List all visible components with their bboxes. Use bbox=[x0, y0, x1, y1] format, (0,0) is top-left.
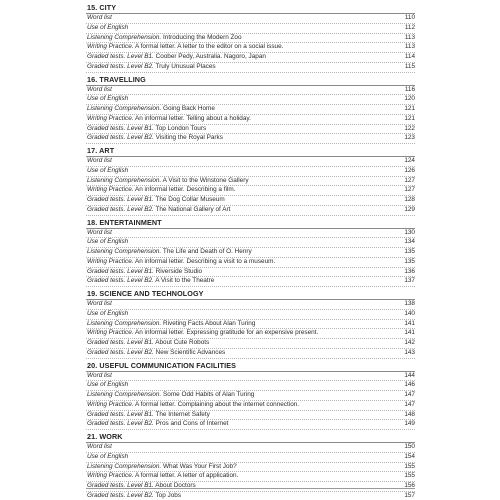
toc-entry[interactable] bbox=[86, 63, 415, 73]
toc-entry[interactable] bbox=[86, 248, 415, 258]
entry-kind: Word list bbox=[87, 371, 112, 379]
entry-kind: Writing Practice. bbox=[87, 472, 134, 480]
entry-text: Top Jobs bbox=[153, 491, 182, 499]
page-number: 121 bbox=[404, 105, 415, 112]
page-number: 113 bbox=[404, 43, 415, 51]
toc-section-entertainment bbox=[86, 218, 415, 288]
entry-kind: Graded tests. Level B2. bbox=[87, 205, 154, 213]
page-number: 113 bbox=[404, 33, 415, 41]
toc-entry[interactable] bbox=[86, 463, 415, 473]
page-number: 147 bbox=[404, 400, 415, 408]
entry-kind: Graded tests. Level B2. bbox=[87, 348, 154, 356]
page-number: 127 bbox=[404, 176, 415, 184]
page-number: 150 bbox=[404, 443, 415, 450]
toc-section-city bbox=[86, 3, 415, 73]
toc-entry[interactable] bbox=[86, 329, 415, 339]
entry-label bbox=[86, 453, 400, 462]
entry-text: A formal letter. Complaining about the internet connection. bbox=[133, 400, 300, 408]
entry-text: A formal letter. A letter of application. bbox=[133, 472, 239, 480]
page-number: 134 bbox=[404, 238, 415, 246]
entry-label bbox=[86, 115, 400, 124]
entry-label bbox=[86, 206, 400, 215]
section-title: 15. CITY bbox=[86, 3, 415, 14]
page-number: 135 bbox=[404, 248, 415, 255]
toc-entry[interactable] bbox=[86, 24, 415, 34]
page-number: 148 bbox=[404, 410, 415, 418]
entry-label bbox=[86, 349, 400, 358]
entry-label bbox=[86, 34, 401, 43]
page-number: 149 bbox=[404, 420, 415, 428]
entry-label bbox=[86, 372, 400, 381]
entry-label bbox=[86, 167, 400, 176]
section-title: 16. TRAVELLING bbox=[86, 75, 415, 86]
section-title: 21. WORK bbox=[86, 432, 415, 443]
entry-kind: Graded tests. Level B1. bbox=[87, 410, 154, 418]
toc-entry[interactable] bbox=[86, 105, 415, 115]
entry-kind: Use of English bbox=[87, 309, 129, 317]
entry-label bbox=[86, 177, 400, 186]
toc-section-travelling bbox=[86, 75, 415, 145]
page-number: 129 bbox=[404, 205, 415, 213]
entry-text: Some Odd Habits of Alan Turing bbox=[161, 391, 255, 398]
entry-label bbox=[86, 53, 401, 62]
page-number: 135 bbox=[404, 257, 415, 265]
entry-label bbox=[86, 443, 400, 452]
toc-entry[interactable] bbox=[86, 125, 415, 135]
entry-kind: Writing Practice. bbox=[87, 43, 134, 51]
page-number: 120 bbox=[404, 95, 415, 103]
entry-text: An informal letter. Describing a visit to a museum. bbox=[133, 257, 276, 265]
toc-entry[interactable] bbox=[86, 229, 415, 239]
entry-text: The Life and Death of O. Henry bbox=[161, 248, 252, 255]
entry-label bbox=[86, 196, 400, 205]
page-number: 123 bbox=[404, 134, 415, 142]
page-number: 115 bbox=[404, 62, 415, 70]
entry-text: The Dog Collar Museum bbox=[153, 196, 225, 203]
page-number: 155 bbox=[404, 462, 415, 470]
entry-label bbox=[86, 248, 400, 257]
entry-kind: Listening Comprehension. bbox=[87, 176, 162, 184]
entry-kind: Use of English bbox=[87, 166, 129, 174]
entry-label bbox=[86, 24, 401, 33]
entry-kind: Writing Practice. bbox=[87, 186, 134, 194]
entry-text: An informal letter. Expressing gratitude for an expensive present. bbox=[133, 329, 319, 337]
entry-label bbox=[86, 329, 400, 338]
entry-kind: Writing Practice. bbox=[87, 257, 134, 265]
entry-label bbox=[86, 277, 400, 286]
toc-entry[interactable] bbox=[86, 238, 415, 248]
entry-text: Pros and Cons of Internet bbox=[153, 420, 229, 428]
page-number: 114 bbox=[404, 53, 415, 60]
entry-label bbox=[86, 258, 400, 267]
entry-label bbox=[86, 125, 400, 134]
entry-kind: Word list bbox=[87, 228, 112, 236]
page-number: 136 bbox=[404, 267, 415, 275]
entry-kind: Use of English bbox=[87, 23, 129, 31]
page-number: 124 bbox=[404, 157, 415, 164]
toc-entry[interactable] bbox=[86, 53, 415, 63]
toc-entry[interactable] bbox=[86, 177, 415, 187]
entry-kind: Graded tests. Level B2. bbox=[87, 420, 154, 428]
toc-section-science-and-technology bbox=[86, 289, 415, 359]
entry-kind: Listening Comprehension. bbox=[87, 319, 162, 327]
entry-kind: Graded tests. Level B1. bbox=[87, 124, 154, 132]
entry-label bbox=[86, 43, 401, 52]
entry-text: Riveting Facts About Alan Turing bbox=[161, 319, 256, 327]
entry-kind: Graded tests. Level B2. bbox=[87, 277, 154, 285]
entry-kind: Listening Comprehension. bbox=[87, 248, 162, 255]
entry-text: An informal letter. Describing a film. bbox=[133, 186, 236, 194]
page-number: 116 bbox=[404, 85, 415, 93]
entry-label bbox=[86, 300, 400, 309]
entry-text: Riverside Studio bbox=[153, 267, 203, 275]
section-title: 19. SCIENCE AND TECHNOLOGY bbox=[86, 289, 415, 300]
entry-label bbox=[86, 229, 400, 238]
entry-kind: Listening Comprehension. bbox=[87, 33, 162, 41]
page-number: 141 bbox=[404, 319, 415, 327]
page-number: 127 bbox=[404, 186, 415, 194]
entry-text: Truly Unusual Places bbox=[153, 62, 216, 70]
entry-text: New Scientific Advances bbox=[153, 348, 226, 356]
entry-text: A formal letter. A letter to the editor on a social issue. bbox=[133, 43, 284, 51]
page-number: 130 bbox=[404, 228, 415, 236]
entry-kind: Graded tests. Level B1. bbox=[87, 482, 154, 489]
toc-entry[interactable] bbox=[86, 339, 415, 349]
entry-kind: Use of English bbox=[87, 381, 129, 389]
footer-divider bbox=[86, 488, 415, 489]
toc-entry[interactable] bbox=[86, 401, 415, 411]
entry-text: Visiting the Royal Parks bbox=[153, 134, 223, 142]
toc-entry[interactable] bbox=[86, 157, 415, 167]
entry-text: The National Gallery of Art bbox=[153, 205, 231, 213]
page-number: 121 bbox=[404, 114, 415, 122]
entry-label bbox=[86, 268, 400, 277]
entry-kind: Graded tests. Level B1. bbox=[87, 339, 154, 346]
entry-text: Coober Pedy, Australia. Nagoro, Japan bbox=[153, 53, 266, 60]
entry-label bbox=[86, 472, 400, 481]
toc-section-work bbox=[86, 432, 415, 500]
entry-text: Going Back Home bbox=[161, 105, 215, 112]
toc-entry[interactable] bbox=[86, 300, 415, 310]
entry-text: Introducing the Modern Zoo bbox=[161, 33, 242, 41]
page-number: 122 bbox=[404, 124, 415, 132]
toc-entry[interactable] bbox=[86, 95, 415, 105]
entry-kind: Word list bbox=[87, 85, 112, 93]
toc-entry[interactable] bbox=[86, 453, 415, 463]
toc-entry[interactable] bbox=[86, 277, 415, 287]
toc-entry[interactable] bbox=[86, 86, 415, 96]
entry-kind: Word list bbox=[87, 443, 112, 450]
toc-section-art bbox=[86, 146, 415, 216]
page-number: 143 bbox=[404, 348, 415, 356]
toc-entry[interactable] bbox=[86, 134, 415, 144]
toc-entry[interactable] bbox=[86, 34, 415, 44]
entry-text: A Visit to the Theatre bbox=[153, 277, 215, 285]
entry-text: About Doctors bbox=[153, 482, 196, 489]
entry-kind: Writing Practice. bbox=[87, 114, 134, 122]
page-number: 110 bbox=[404, 14, 415, 21]
entry-label bbox=[86, 186, 400, 195]
entry-label bbox=[86, 105, 400, 114]
section-title: 20. USEFUL COMMUNICATION FACILITIES bbox=[86, 361, 415, 372]
entry-label bbox=[86, 95, 400, 104]
page-number: 128 bbox=[404, 196, 415, 203]
toc-entry[interactable] bbox=[86, 115, 415, 125]
entry-label bbox=[86, 320, 400, 329]
toc-entry[interactable] bbox=[86, 472, 415, 482]
toc-entry[interactable] bbox=[86, 196, 415, 206]
toc-entry[interactable] bbox=[86, 186, 415, 196]
entry-kind: Word list bbox=[87, 14, 112, 21]
entry-label bbox=[86, 420, 400, 429]
page-number: 154 bbox=[404, 452, 415, 460]
page-number: 147 bbox=[404, 391, 415, 398]
entry-label bbox=[86, 492, 400, 500]
page-number: 156 bbox=[404, 482, 415, 489]
toc-entry[interactable] bbox=[86, 14, 415, 24]
toc-entry[interactable] bbox=[86, 372, 415, 382]
toc-entry[interactable] bbox=[86, 268, 415, 278]
entry-label bbox=[86, 411, 400, 420]
page-number: 138 bbox=[404, 300, 415, 307]
toc-entry[interactable] bbox=[86, 420, 415, 430]
entry-label bbox=[86, 401, 400, 410]
entry-label bbox=[86, 339, 400, 348]
entry-label bbox=[86, 134, 400, 143]
toc-entry[interactable] bbox=[86, 310, 415, 320]
entry-kind: Graded tests. Level B1. bbox=[87, 53, 154, 60]
entry-text: The Internet Safety bbox=[153, 410, 210, 418]
page-number: 137 bbox=[404, 277, 415, 285]
entry-kind: Graded tests. Level B2. bbox=[87, 62, 154, 70]
toc-section-useful-communication-facilities bbox=[86, 361, 415, 431]
page-number: 141 bbox=[404, 329, 415, 337]
entry-text: Top London Tours bbox=[153, 124, 207, 132]
entry-kind: Graded tests. Level B1. bbox=[87, 196, 154, 203]
entry-text: What Was Your First Job? bbox=[161, 462, 237, 470]
entry-label bbox=[86, 14, 401, 23]
toc-entry[interactable] bbox=[86, 206, 415, 216]
toc-entry[interactable] bbox=[86, 443, 415, 453]
entry-label bbox=[86, 381, 400, 390]
section-title: 17. ART bbox=[86, 146, 415, 157]
toc-entry[interactable] bbox=[86, 167, 415, 177]
entry-kind: Graded tests. Level B2. bbox=[87, 134, 154, 142]
toc-entry[interactable] bbox=[86, 258, 415, 268]
entry-label bbox=[86, 482, 400, 491]
page-number: 157 bbox=[404, 491, 415, 499]
toc-entry[interactable] bbox=[86, 492, 415, 500]
toc-entry[interactable] bbox=[86, 43, 415, 53]
entry-kind: Word list bbox=[87, 157, 112, 164]
entry-kind: Writing Practice. bbox=[87, 400, 134, 408]
entry-label bbox=[86, 86, 401, 95]
toc-entry[interactable] bbox=[86, 391, 415, 401]
entry-kind: Use of English bbox=[87, 452, 129, 460]
entry-text: An informal letter. Telling about a holiday. bbox=[133, 114, 251, 122]
entry-kind: Graded tests. Level B2. bbox=[87, 491, 154, 499]
page-number: 126 bbox=[404, 166, 415, 174]
toc-entry[interactable] bbox=[86, 349, 415, 359]
entry-kind: Word list bbox=[87, 300, 112, 307]
entry-text: About Cute Robots bbox=[153, 339, 210, 346]
entry-kind: Use of English bbox=[87, 238, 129, 246]
entry-kind: Listening Comprehension. bbox=[87, 391, 162, 398]
entry-kind: Graded tests. Level B1. bbox=[87, 267, 154, 275]
page-number: 155 bbox=[404, 472, 415, 480]
entry-kind: Listening Comprehension. bbox=[87, 105, 162, 112]
page-number: 140 bbox=[404, 309, 415, 317]
toc-entry[interactable] bbox=[86, 381, 415, 391]
section-title: 18. ENTERTAINMENT bbox=[86, 218, 415, 229]
entry-kind: Listening Comprehension. bbox=[87, 462, 162, 470]
entry-text: A Visit to the Winstone Gallery bbox=[161, 176, 249, 184]
page-number: 112 bbox=[404, 23, 415, 31]
entry-kind: Use of English bbox=[87, 95, 129, 103]
page-number: 146 bbox=[404, 381, 415, 389]
entry-label bbox=[86, 391, 400, 400]
entry-kind: Writing Practice. bbox=[87, 329, 134, 337]
entry-label bbox=[86, 157, 400, 166]
entry-label bbox=[86, 310, 400, 319]
entry-label bbox=[86, 463, 400, 472]
page-number: 144 bbox=[404, 371, 415, 379]
entry-label bbox=[86, 238, 400, 247]
page-number: 142 bbox=[404, 339, 415, 346]
toc-entry[interactable] bbox=[86, 411, 415, 421]
entry-label bbox=[86, 63, 401, 72]
toc-entry[interactable] bbox=[86, 482, 415, 492]
toc-entry[interactable] bbox=[86, 320, 415, 330]
